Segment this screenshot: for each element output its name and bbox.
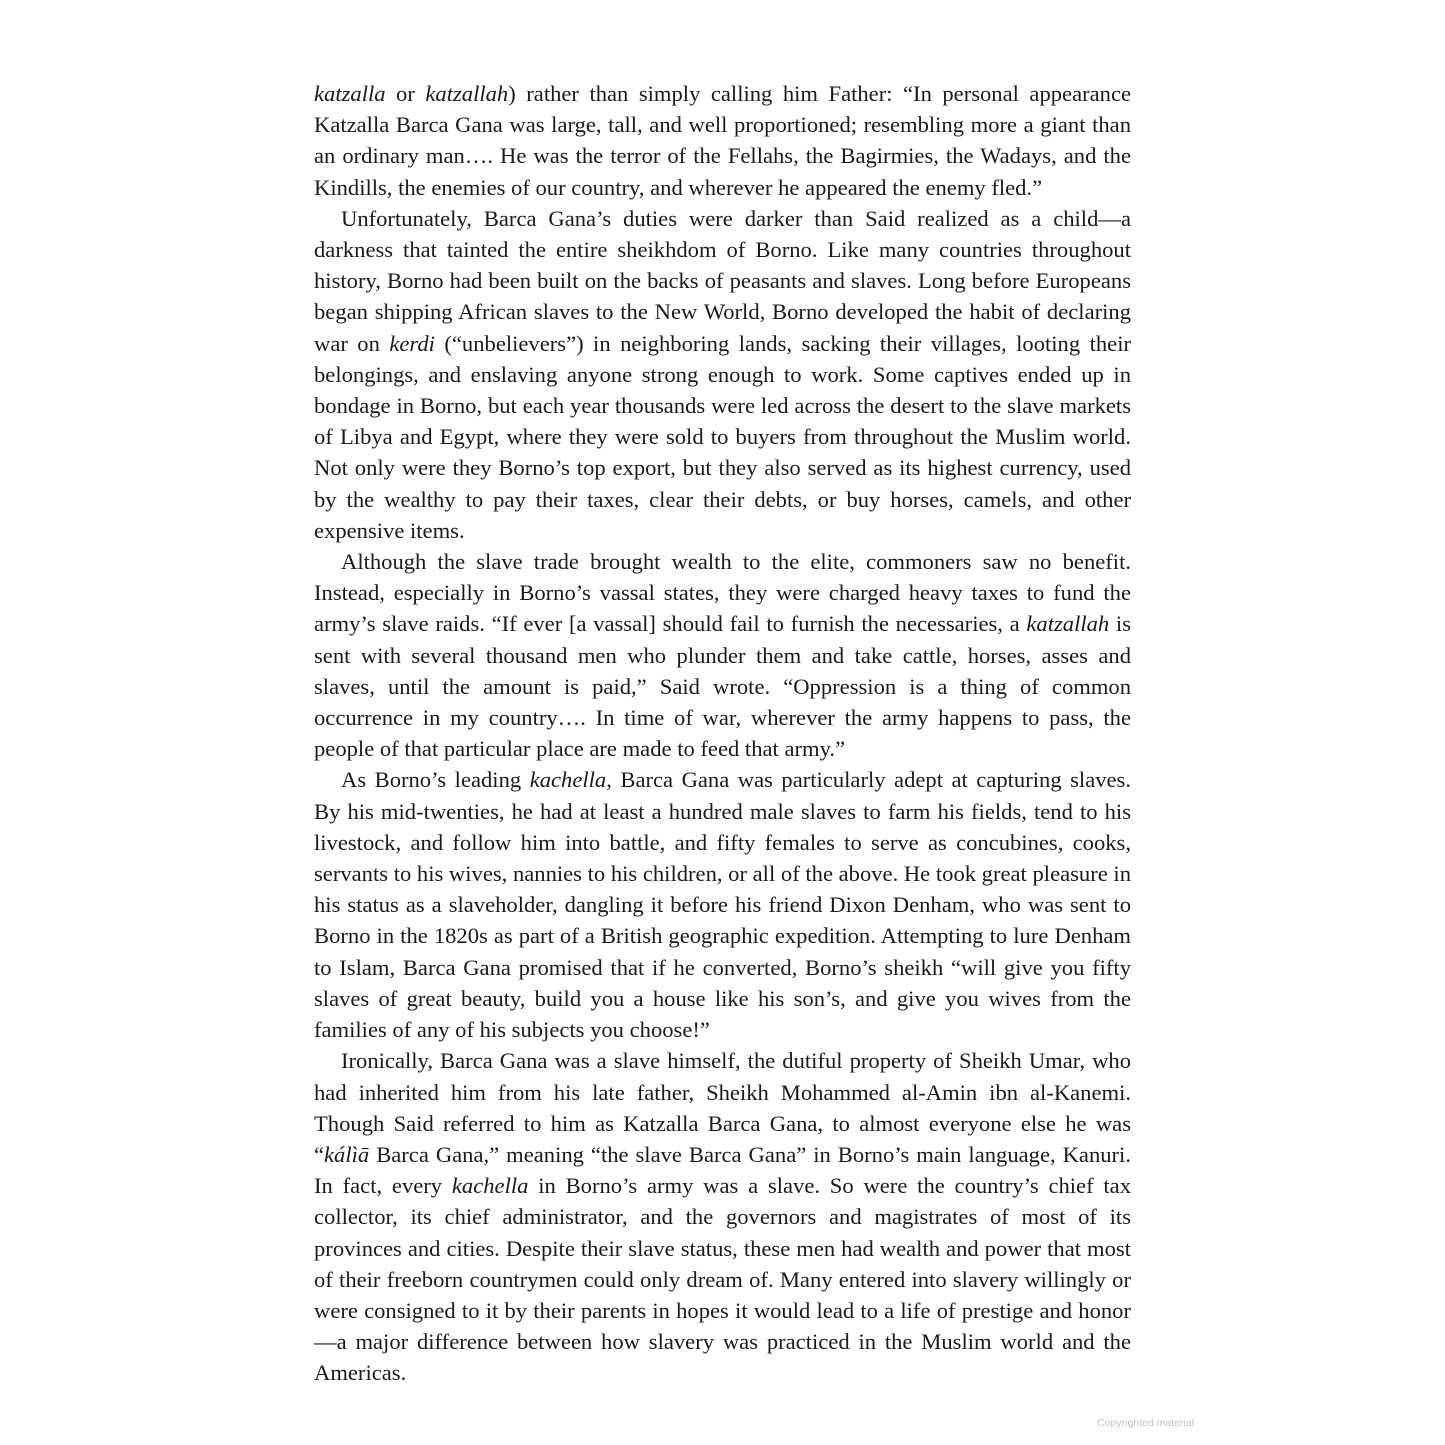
book-page-text [314, 78, 1131, 1389]
italic-term: kerdi [389, 330, 435, 356]
italic-term: katzallah [425, 81, 509, 106]
italic-term: kachella [529, 767, 607, 793]
italic-term: katzallah [1026, 611, 1110, 637]
italic-term: kachella [451, 1173, 529, 1199]
paragraph-5: Ironically, Barca Gana was a slave himself, the dutiful property of Sheikh Umar, who had inherited him from his late father, Sheikh Mohammed al-Amin ibn al-Kanemi. Though Said referred to him as Katzalla Barca Gana, to almost everyone else he was “kálìā Barca Gana,” meaning “the slave Barca Gana” in Borno’s main language, Kanuri. In fact, every kachella in Borno’s army was a slave. So were the country’s chief tax collector, its chief administrator, and the governors and magistrates of most of its provinces and cities. Despite their slave status, these men had wealth and power that most of their freeborn countrymen could only dream of. Many entered into slavery willingly or were consigned to it by their parents in hopes it would lead to a life of prestige and honor—a major difference between how slavery was practiced in the Muslim world and the Americas. [314, 1048, 1131, 1386]
italic-term: katzalla [314, 81, 386, 106]
italic-term: kálìā [324, 1141, 370, 1167]
paragraph-3: Although the slave trade brought wealth to the elite, commoners saw no benefit. Instead, especially in Borno’s vassal states, they were charged heavy taxes to fund the army’s slave raids. “If ever [a vassal] should fail to furnish the necessaries, a katzallah is sent with several thousand men who plunder them and take cattle, horses, asses and slaves, until the amount is paid,” Said wrote. “Oppression is a thing of common occurrence in my country…. In time of war, wherever the army happens to pass, the people of that particular place are made to feed that army.” [314, 549, 1132, 762]
paragraph-2: Unfortunately, Barca Gana’s duties were darker than Said realized as a child—a darkness that tainted the entire sheikhdom of Borno. Like many countries throughout history, Borno had been built on the backs of peasants and slaves. Long before Europeans began shipping African slaves to the New World, Borno developed the habit of declaring war on kerdi (“unbelievers”) in neighboring lands, sacking their villages, looting their belongings, and enslaving anyone strong enough to work. Some captives ended up in bondage in Borno, but each year thousands were led across the desert to the slave markets of Libya and Egypt, where they were sold to buyers from throughout the Muslim world. Not only were they Borno’s top export, but they also served as its highest currency, used by the wealthy to pay their taxes, clear their debts, or buy horses, camels, and other expensive items. [314, 205, 1131, 543]
paragraph-4: As Borno’s leading kachella, Barca Gana was particularly adept at capturing slaves. By his mid-twenties, he had at least a hundred male slaves to farm his fields, tend to his livestock, and follow him into battle, and fifty females to serve as concubines, cooks, servants to his wives, nannies to his children, or all of the above. He took great pleasure in his status as a slaveholder, dangling it before his friend Dixon Denham, who was sent to Borno in the 1820s as part of a British geographic expedition. Attempting to lure Denham to Islam, Barca Gana promised that if he converted, Borno’s sheikh “will give you fifty slaves of great beauty, build you a house like his son’s, and give you wives from the families of any of his subjects you choose!” [314, 767, 1131, 1043]
copyright-watermark: Copyrighted material [1097, 1417, 1194, 1429]
paragraph-1: katzalla or katzallah) rather than simply calling him Father: “In personal appearance Katzalla Barca Gana was large, tall, and well proportioned; resembling more a giant than an ordinary man…. He was the terror of the Fellahs, the Bagirmies, the Wadays, and the Kindills, the enemies of our country, and wherever he appeared the enemy fled.” [314, 81, 1131, 200]
